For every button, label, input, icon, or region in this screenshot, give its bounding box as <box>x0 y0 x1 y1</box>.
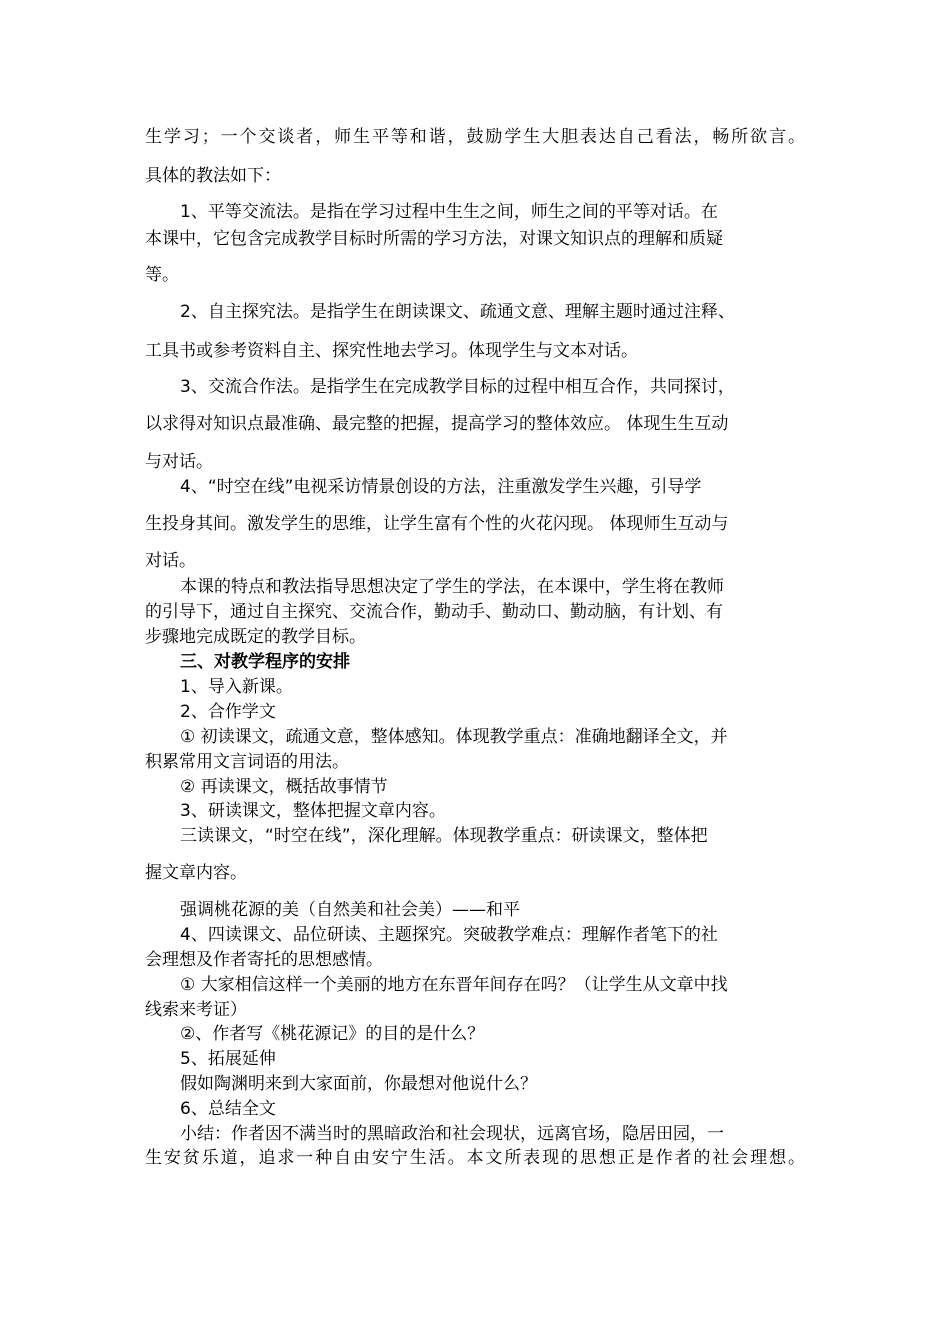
text-line: 会理想及作者寄托的思想感情。 <box>145 950 383 970</box>
text-line: 的引导下，通过自主探究、交流合作，勤动手、勤动口、勤动脑，有计划、有 <box>145 602 723 622</box>
text-line: 生安贫乐道，追求一种自由安宁生活。本文所表现的思想正是作者的社会理想。 <box>145 1148 805 1168</box>
text-line: ② 再读课文，概括故事情节 <box>180 777 388 797</box>
text-line: 积累常用文言词语的用法。 <box>145 752 349 772</box>
text-line: 5、拓展延伸 <box>180 1049 276 1069</box>
text-line: 步骤地完成既定的教学目标。 <box>145 627 366 647</box>
text-line: ① 大家相信这样一个美丽的地方在东晋年间存在吗？（让学生从文章中找 <box>180 975 728 995</box>
text-line: 工具书或参考资料自主、探究性地去学习。体现学生与文本对话。 <box>145 341 638 361</box>
text-line: 2、合作学文 <box>180 702 276 722</box>
text-line: 具体的教法如下： <box>145 166 281 186</box>
text-line: ②、作者写《桃花源记》的目的是什么？ <box>180 1024 485 1044</box>
text-line: 生学习；一个交谈者，师生平等和谐，鼓励学生大胆表达自己看法，畅所欲言。 <box>145 127 805 147</box>
text-line: 握文章内容。 <box>145 863 247 883</box>
text-line: 假如陶渊明来到大家面前，你最想对他说什么？ <box>180 1074 537 1094</box>
text-line: 小结：作者因不满当时的黑暗政治和社会现状，远离官场，隐居田园，一 <box>180 1124 724 1144</box>
text-line: 强调桃花源的美（自然美和社会美）——和平 <box>180 900 520 920</box>
section-heading: 三、对教学程序的安排 <box>180 652 350 672</box>
text-line: 对话。 <box>145 551 196 571</box>
text-line: 与对话。 <box>145 452 213 472</box>
text-line: 线索来考证） <box>145 1000 247 1020</box>
text-line: 3、研读课文，整体把握文章内容。 <box>180 801 446 821</box>
text-line: ① 初读课文，疏通文意，整体感知。体现教学重点：准确地翻译全文，并 <box>180 727 728 747</box>
text-line: 本课的特点和教法指导思想决定了学生的学法，在本课中，学生将在教师 <box>180 577 724 597</box>
text-line: 1、平等交流法。是指在学习过程中生生之间，师生之间的平等对话。在 <box>180 202 718 222</box>
text-line: 2、自主探究法。是指学生在朗读课文、疏通文意、理解主题时通过注释、 <box>180 302 735 322</box>
text-line: 3、交流合作法。是指学生在完成教学目标的过程中相互合作，共同探讨， <box>180 377 735 397</box>
text-line: 本课中，它包含完成教学目标时所需的学习方法，对课文知识点的理解和质疑 <box>145 229 723 249</box>
text-line: 等。 <box>145 265 179 285</box>
text-line: 4、“时空在线”电视采访情景创设的方法，注重激发学生兴趣，引导学 <box>180 477 702 497</box>
text-line: 以求得对知识点最准确、最完整的把握，提高学习的整体效应。 体现生生互动 <box>145 414 729 434</box>
text-line: 1、导入新课。 <box>180 677 293 697</box>
text-line: 三读课文，“时空在线”，深化理解。体现教学重点：研读课文，整体把 <box>180 826 708 846</box>
text-line: 6、总结全文 <box>180 1099 276 1119</box>
text-line: 4、四读课文、品位研读、主题探究。突破教学难点：理解作者笔下的社 <box>180 925 718 945</box>
text-line: 生投身其间。激发学生的思维，让学生富有个性的火花闪现。 体现师生互动与 <box>145 514 729 534</box>
